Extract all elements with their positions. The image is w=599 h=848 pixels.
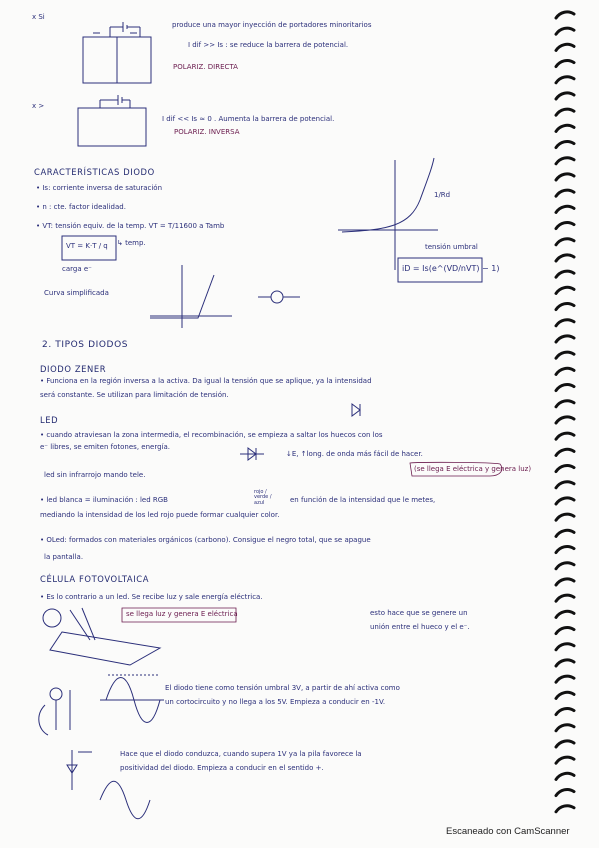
note-l11: • VT: tensión equiv. de la temp. VT = T/11600 a Tamb bbox=[36, 222, 225, 230]
note-l15: Curva simplificada bbox=[44, 289, 109, 297]
note-l10: • n : cte. factor idealidad. bbox=[36, 203, 126, 211]
note-l37: un cortocircuito y no llega a los 5V. Empieza a conducir en -1V. bbox=[165, 698, 386, 706]
note-l12: VT = K·T / q bbox=[66, 242, 108, 250]
note-l38: Hace que el diodo conduzca, cuando supera 1V ya la pila favorece la bbox=[120, 750, 362, 758]
note-l3: I dif >> Is : se reduce la barrera de potencial. bbox=[188, 41, 349, 49]
note-l32: • Es lo contrario a un led. Se recibe luz y sale energía eléctrica. bbox=[40, 593, 263, 601]
note-l35: unión entre el hueco y el e⁻. bbox=[370, 623, 470, 631]
note-l36: El diodo tiene como tensión umbral 3V, a partir de ahí activa como bbox=[165, 684, 400, 692]
note-l34: esto hace que se genere un bbox=[370, 609, 468, 617]
scanner-footer: Escaneado con CamScanner bbox=[446, 826, 570, 837]
note-l24: (se llega E eléctrica y genera luz) bbox=[414, 465, 532, 473]
note-l2: produce una mayor inyección de portadores minoritarios bbox=[172, 21, 372, 29]
heading-diodo-zener: DIODO ZENER bbox=[40, 364, 107, 374]
heading-celula-fotovoltaica: CÉLULA FOTOVOLTAICA bbox=[40, 574, 150, 584]
note-l13: ↳ temp. bbox=[117, 239, 146, 247]
note-l39: positividad del diodo. Empieza a conducir en el sentido +. bbox=[120, 764, 324, 772]
note-l33: se llega luz y genera E eléctrica bbox=[126, 610, 238, 618]
note-l19: será constante. Se utilizan para limitación de tensión. bbox=[40, 391, 229, 399]
note-l7: POLARIZ. INVERSA bbox=[174, 128, 240, 136]
heading-caracteristicas: CARACTERÍSTICAS DIODO bbox=[34, 167, 155, 177]
heading-led: LED bbox=[40, 415, 59, 425]
note-l4: POLARIZ. DIRECTA bbox=[173, 63, 238, 71]
note-l18: • Funciona en la región inversa a la activa. Da igual la tensión que se aplique, ya la intensidad bbox=[40, 377, 372, 385]
label-tension-umbral: tensión umbral bbox=[425, 243, 478, 251]
note-l6: I dif << Is ≈ 0 . Aumenta la barrera de potencial. bbox=[162, 115, 335, 123]
note-l29: • OLed: formados con materiales orgánicos (carbono). Consigue el negro total, que se apague bbox=[40, 536, 371, 544]
label-rgb: rojo / verde / azul bbox=[254, 489, 272, 506]
note-l23: ↓E, ↑long. de onda más fácil de hacer. bbox=[286, 450, 423, 458]
note-l26: • led blanca = iluminación : led RGB bbox=[40, 496, 168, 504]
heading-tipos-diodos: 2. TIPOS DIODOS bbox=[42, 340, 129, 350]
note-l30: la pantalla. bbox=[44, 553, 84, 561]
note-l1: x Si bbox=[32, 13, 45, 21]
note-l22: e⁻ libres, se emiten fotones, energía. bbox=[40, 443, 170, 451]
note-l28: mediando la intensidad de los led rojo puede formar cualquier color. bbox=[40, 511, 280, 519]
note-l5: x > bbox=[32, 102, 45, 110]
note-l14: carga e⁻ bbox=[62, 265, 92, 273]
equation-diode: iD = Is(e^(VD/nVT) − 1) bbox=[402, 264, 500, 273]
note-l25: led sin infrarrojo mando tele. bbox=[44, 471, 146, 479]
note-l21: • cuando atraviesan la zona intermedia, el recombinación, se empieza a saltar los huecos con los bbox=[40, 431, 383, 439]
label-pendiente: 1/Rd bbox=[434, 191, 451, 199]
note-l27: en función de la intensidad que le metes, bbox=[290, 496, 436, 504]
note-l9: • Is: corriente inversa de saturación bbox=[36, 184, 163, 192]
